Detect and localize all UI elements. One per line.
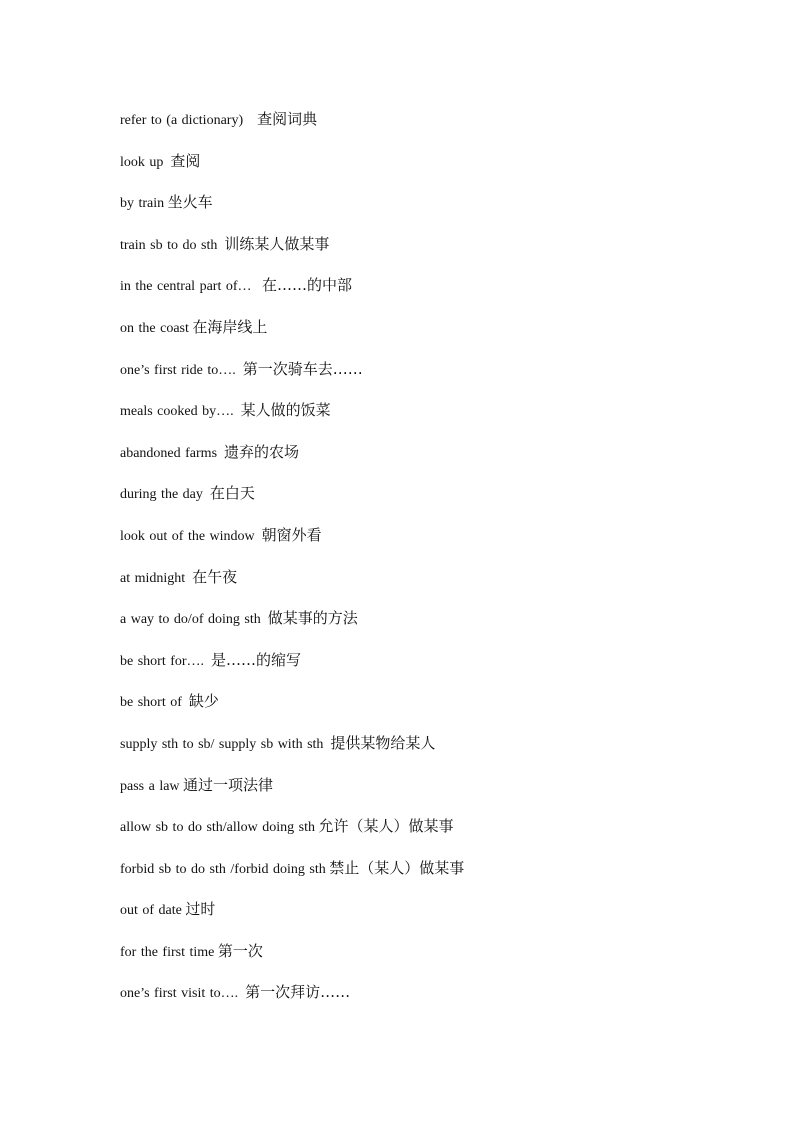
- phrase-gap: [203, 487, 210, 502]
- phrase-entry: [120, 483, 720, 525]
- chinese-meaning: 是……的缩写: [211, 650, 302, 669]
- phrase-gap: [243, 113, 257, 128]
- english-phrase: by train: [120, 196, 165, 212]
- english-phrase: pass a law: [120, 778, 180, 794]
- chinese-meaning: 提供某物给某人: [330, 733, 436, 752]
- chinese-meaning: 第一次: [217, 941, 263, 960]
- phrase-gap: [217, 446, 224, 461]
- phrase-list: [120, 109, 720, 1024]
- phrase-entry: [120, 816, 720, 858]
- chinese-meaning: 允许（某人）做某事: [318, 817, 454, 836]
- chinese-meaning: 在……的中部: [262, 276, 353, 295]
- english-phrase: train sb to do sth: [120, 237, 218, 253]
- chinese-meaning: 在午夜: [192, 567, 238, 586]
- phrase-entry: [120, 317, 720, 359]
- phrase-entry: [120, 733, 720, 775]
- english-phrase: be short for….: [120, 653, 205, 669]
- phrase-entry: [120, 858, 720, 900]
- phrase-entry: [120, 192, 720, 234]
- english-phrase: meals cooked by….: [120, 404, 234, 420]
- english-phrase: abandoned farms: [120, 445, 218, 461]
- phrase-entry: [120, 151, 720, 193]
- phrase-entry: [120, 442, 720, 484]
- phrase-entry: [120, 359, 720, 401]
- english-phrase: a way to do/of doing sth: [120, 612, 261, 628]
- english-phrase: out of date: [120, 903, 182, 919]
- english-phrase: one’s first visit to….: [120, 986, 239, 1002]
- english-phrase: be short of: [120, 695, 182, 711]
- chinese-meaning: 通过一项法律: [183, 775, 274, 794]
- phrase-entry: [120, 109, 720, 151]
- chinese-meaning: 做某事的方法: [267, 609, 358, 628]
- phrase-entry: [120, 650, 720, 692]
- chinese-meaning: 坐火车: [167, 193, 213, 212]
- phrase-gap: [236, 363, 243, 378]
- phrase-gap: [252, 279, 263, 294]
- phrase-entry: [120, 234, 720, 276]
- chinese-meaning: 禁止（某人）做某事: [329, 858, 465, 877]
- chinese-meaning: 查阅: [170, 151, 201, 170]
- english-phrase: look up: [120, 154, 164, 170]
- phrase-entry: [120, 691, 720, 733]
- phrase-entry: [120, 899, 720, 941]
- phrase-entry: [120, 275, 720, 317]
- phrase-entry: [120, 982, 720, 1024]
- english-phrase: at midnight: [120, 570, 186, 586]
- chinese-meaning: 遗弃的农场: [224, 442, 300, 461]
- chinese-meaning: 朝窗外看: [261, 525, 322, 544]
- english-phrase: supply sth to sb/ supply sb with sth: [120, 736, 324, 752]
- english-phrase: for the first time: [120, 944, 215, 960]
- chinese-meaning: 缺少: [188, 692, 219, 711]
- phrase-gap: [261, 612, 268, 627]
- english-phrase: on the coast: [120, 320, 189, 336]
- english-phrase: forbid sb to do sth /forbid doing sth: [120, 861, 326, 877]
- chinese-meaning: 第一次拜访……: [245, 983, 351, 1002]
- chinese-meaning: 某人做的饭菜: [240, 401, 331, 420]
- phrase-gap: [234, 404, 241, 419]
- chinese-meaning: 在白天: [209, 484, 255, 503]
- chinese-meaning: 第一次骑车去……: [242, 359, 363, 378]
- phrase-entry: [120, 608, 720, 650]
- english-phrase: refer to (a dictionary): [120, 113, 244, 128]
- english-phrase: allow sb to do sth/allow doing sth: [120, 820, 315, 836]
- phrase-entry: [120, 567, 720, 609]
- phrase-gap: [182, 695, 189, 710]
- english-phrase: during the day: [120, 487, 203, 503]
- phrase-gap: [255, 529, 262, 544]
- phrase-gap: [204, 654, 211, 669]
- english-phrase: one’s first ride to….: [120, 362, 236, 378]
- chinese-meaning: 过时: [185, 900, 216, 919]
- phrase-entry: [120, 941, 720, 983]
- phrase-entry: [120, 775, 720, 817]
- chinese-meaning: 查阅词典: [257, 110, 318, 128]
- phrase-entry: [120, 525, 720, 567]
- english-phrase: in the central part of…: [120, 279, 252, 295]
- phrase-entry: [120, 400, 720, 442]
- chinese-meaning: 训练某人做某事: [224, 234, 330, 253]
- chinese-meaning: 在海岸线上: [192, 317, 268, 336]
- english-phrase: look out of the window: [120, 528, 255, 544]
